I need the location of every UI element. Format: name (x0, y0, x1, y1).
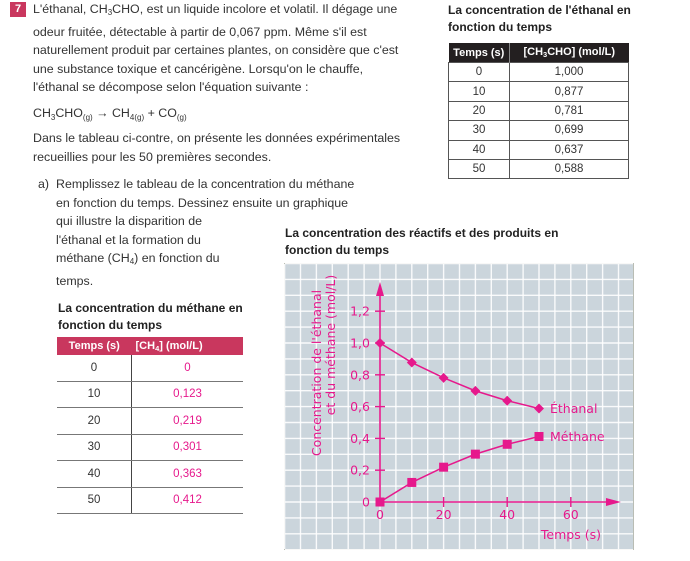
time-cell: 10 (57, 381, 132, 408)
y-tick-label: 1,0 (350, 335, 370, 351)
methane-table-title: La concentration du méthane en fonction du temps (58, 301, 243, 332)
conc-cell: 0,781 (510, 101, 629, 120)
ethanal-header-conc-b: CHO] (mol/L) (547, 46, 616, 58)
data-point-methane (407, 478, 416, 487)
time-cell: 50 (449, 159, 510, 178)
conc-cell: 0,637 (510, 140, 629, 159)
eq-reactant-sub: 3 (50, 113, 56, 122)
y-tick-label: 0,8 (350, 367, 370, 383)
eq-product1-state: 4(g) (129, 113, 145, 122)
y-tick-label: 1,2 (350, 303, 370, 319)
table-row (57, 408, 243, 435)
eq-reactant: CH (33, 106, 51, 120)
y-tick-label: 0,2 (350, 462, 370, 478)
question-a-line2: en fonction du temps. Dessinez ensuite un graphique (56, 195, 349, 210)
y-tick-label: 0,4 (350, 430, 370, 446)
table-row (57, 355, 243, 381)
answer-cell: 0 (132, 355, 244, 381)
conc-cell: 1,000 (510, 63, 629, 82)
answer-cell: 0,123 (132, 381, 244, 408)
intro-text-b: CHO, est un liquide incolore et volatil. Il dégage une odeur fruitée, détectable à partir de 0,067 ppm. Même s'il est naturellement produit par certaines plantes, on considère que c'est une substance toxique et cancérigène. Lorsqu'on le chauffe, l'éthanal se décompose selon l'équation suivante : (33, 2, 399, 94)
legend-label-ethanal: Éthanal (550, 401, 598, 417)
data-point-methane (535, 432, 544, 441)
time-cell: 20 (449, 101, 510, 120)
table-row (57, 487, 243, 514)
question-a-line3 (56, 212, 236, 290)
eq-product1: CH (111, 106, 130, 120)
chart-title: La concentration des réactifs et des produits en fonction du temps (285, 226, 559, 257)
question-a-line3-a: qui illustre la disparition de l'éthanal et la formation du méthane (CH (56, 214, 203, 265)
question-a-label: a) (38, 177, 50, 191)
answer-cell: 0,301 (132, 434, 244, 461)
x-tick-label: 0 (376, 507, 384, 522)
data-point-methane (439, 463, 448, 472)
time-cell: 40 (57, 461, 132, 488)
methane-header-conc-a: [CH (135, 339, 156, 352)
time-cell: 20 (57, 408, 132, 435)
table-row (449, 82, 629, 101)
data-description: Dans le tableau ci-contre, on présente les données expérimentales recueillies pour les 50 premières secondes. (33, 131, 401, 164)
ethanal-header-conc (510, 43, 629, 63)
time-cell: 0 (57, 355, 132, 381)
x-axis-title: Temps (s) (540, 527, 601, 542)
reaction-arrow-icon: → (96, 106, 109, 120)
methane-table (57, 337, 243, 514)
eq-reactant-state: (g) (82, 113, 93, 122)
x-tick-label: 20 (435, 507, 452, 522)
table-row (449, 140, 629, 159)
data-point-methane (376, 498, 385, 507)
ethanal-header-conc-sub: 3 (543, 50, 548, 59)
answer-cell: 0,219 (132, 408, 244, 435)
methane-header-time: Temps (s) (57, 337, 132, 355)
x-tick-label: 60 (562, 507, 579, 522)
table-row (57, 381, 243, 408)
table-row (449, 159, 629, 178)
eq-plus: + (147, 106, 155, 120)
y-axis-title-line2: et du méthane (mol/L) (323, 274, 338, 416)
intro-text-a: L'éthanal, CH (33, 2, 108, 16)
y-tick-label: 0,6 (350, 399, 370, 415)
time-cell: 10 (449, 82, 510, 101)
data-point-methane (503, 440, 512, 449)
legend-label-methane: Méthane (550, 428, 605, 444)
table-row (57, 461, 243, 488)
methane-header-conc-sub: 4 (155, 343, 160, 353)
y-axis-title-line1: Concentration de l'éthanal (309, 289, 324, 457)
time-cell: 30 (449, 121, 510, 140)
conc-cell: 0,699 (510, 121, 629, 140)
ethanal-header-time: Temps (s) (449, 43, 510, 63)
chemical-equation (33, 106, 187, 122)
eq-product2: CO (158, 106, 177, 120)
data-point-methane (471, 450, 480, 459)
answer-cell: 0,412 (132, 487, 244, 514)
conc-cell: 0,588 (510, 159, 629, 178)
y-tick-label: 0 (362, 494, 370, 510)
exercise-number-badge: 7 (10, 2, 26, 17)
question-a-line3-sub: 4 (129, 257, 135, 266)
table-row (57, 434, 243, 461)
methane-header-conc-b: ] (mol/L) (159, 339, 203, 352)
question-a-line3-b: ) en fonction du temps. (56, 251, 220, 288)
concentration-chart (284, 263, 634, 550)
question-a-line1: Remplissez le tableau de la concentration du méthane (56, 177, 355, 191)
time-cell: 50 (57, 487, 132, 514)
intro-subscript: 3 (107, 8, 113, 17)
methane-header-conc (132, 337, 244, 355)
time-cell: 0 (449, 63, 510, 82)
ethanal-header-conc-a: [CH (523, 46, 544, 58)
ethanal-table-title: La concentration de l'éthanal en fonction du temps (448, 3, 631, 34)
intro-paragraph (33, 0, 405, 97)
table-row (449, 101, 629, 120)
ethanal-table (448, 43, 629, 179)
time-cell: 30 (57, 434, 132, 461)
table-row (449, 63, 629, 82)
eq-product2-state: (g) (176, 113, 187, 122)
table-row (449, 121, 629, 140)
time-cell: 40 (449, 140, 510, 159)
eq-reactant-tail: CHO (55, 106, 83, 120)
conc-cell: 0,877 (510, 82, 629, 101)
answer-cell: 0,363 (132, 461, 244, 488)
x-tick-label: 40 (499, 507, 516, 522)
